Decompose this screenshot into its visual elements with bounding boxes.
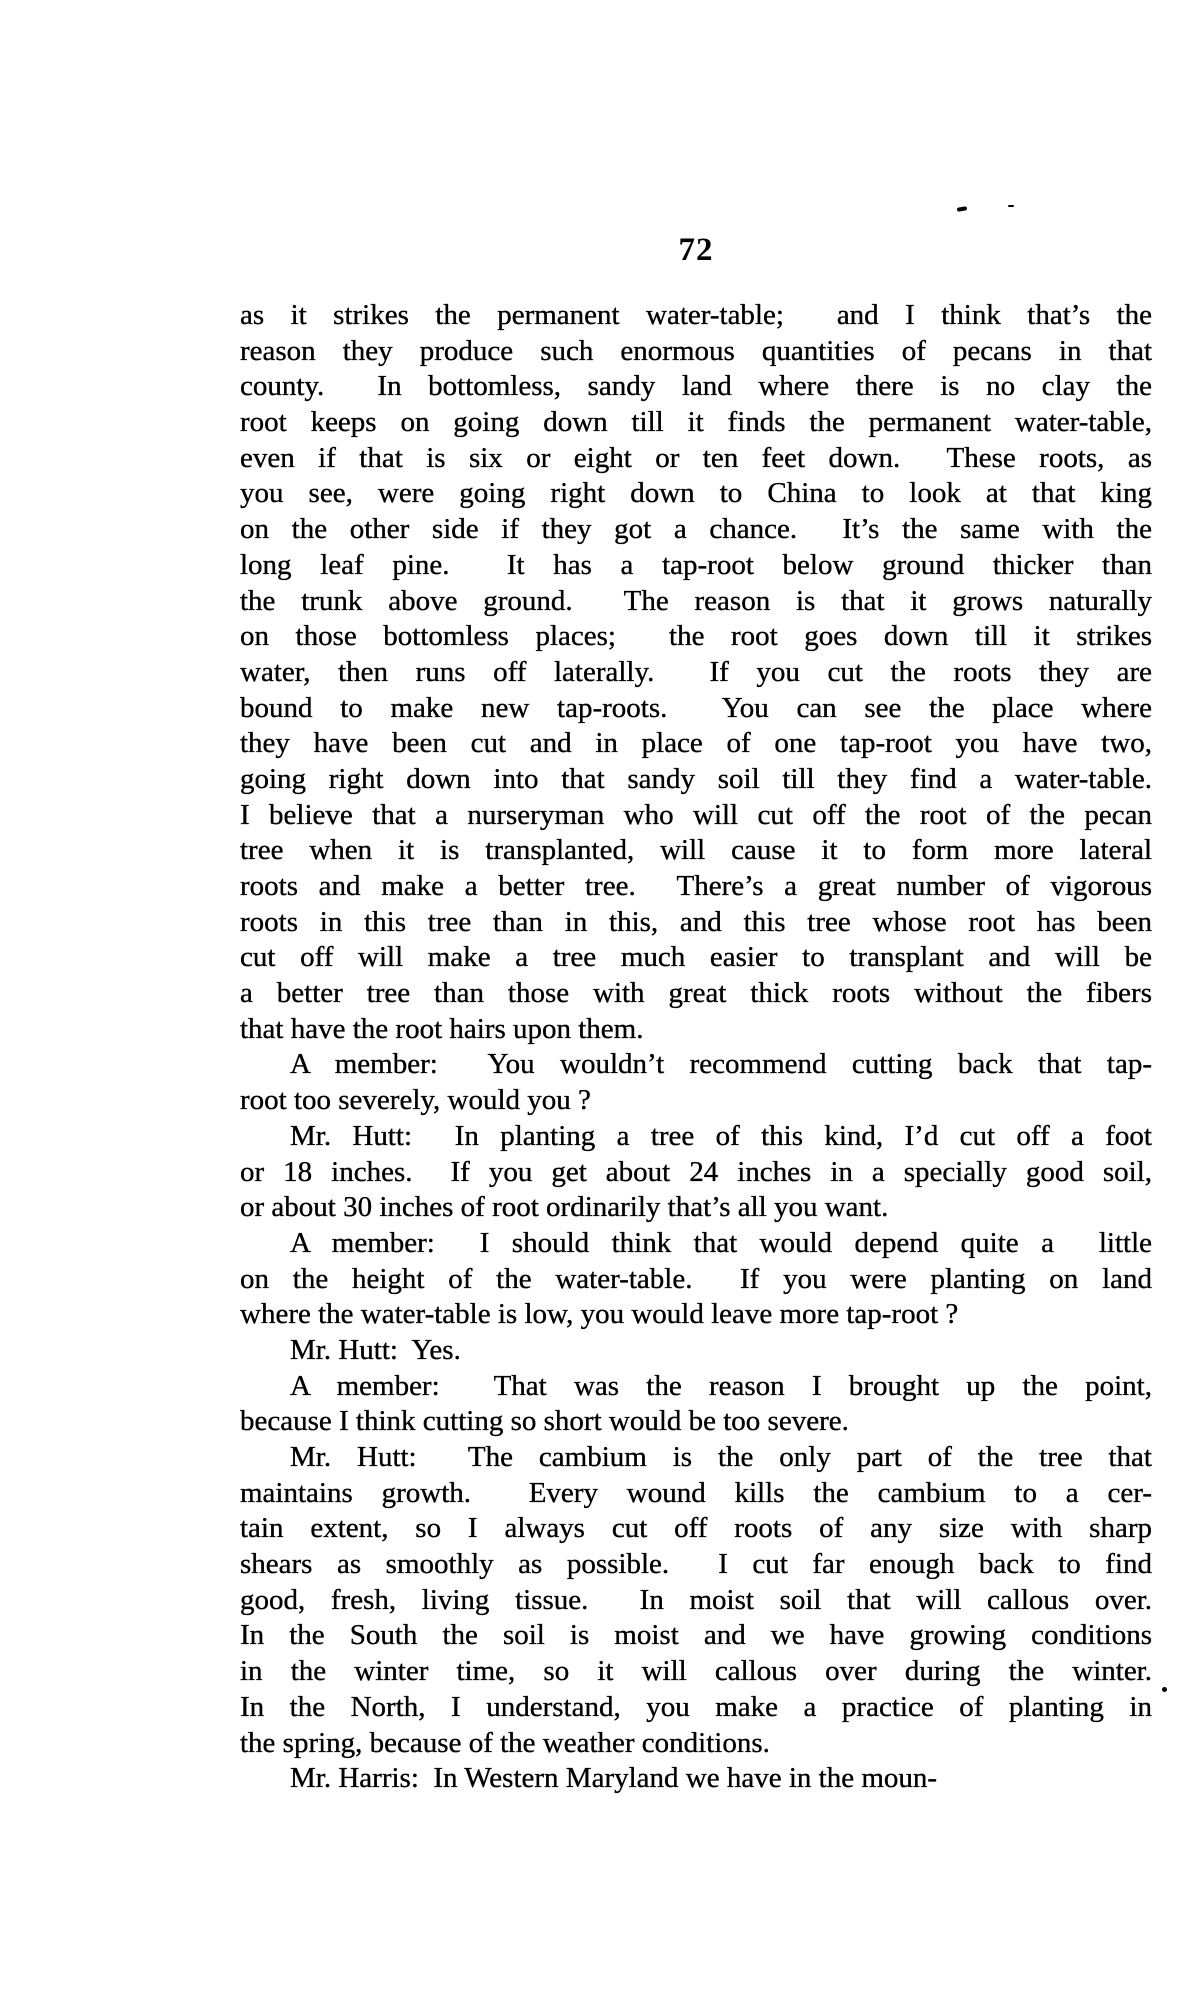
text-line: water, then runs off laterally. If you cut the roots they are <box>240 655 1152 688</box>
text-line: I believe that a nurseryman who will cut off the root of the pecan <box>240 798 1152 831</box>
text-line: you see, were going right down to China to look at that king <box>240 477 1152 510</box>
scan-artifact-dot-icon <box>1162 1687 1167 1692</box>
text-line: tree when it is transplanted, will cause it to form more lateral <box>240 834 1152 867</box>
text-line: bound to make new tap-roots. You can see the place where <box>240 691 1152 724</box>
text-line: a better tree than those with great thick roots without the fibers <box>240 977 1152 1010</box>
text-line: on the other side if they got a chance. It’s the same with the <box>240 513 1152 546</box>
scan-artifact-dash-icon <box>957 206 968 212</box>
text-line: maintains growth. Every wound kills the cambium to a cer- <box>240 1476 1152 1509</box>
text-line: In the North, I understand, you make a practice of planting in <box>240 1690 1152 1723</box>
text-line: Mr. Hutt: In planting a tree of this kind, I’d cut off a foot <box>290 1119 1152 1152</box>
text-line: In the South the soil is moist and we have growing conditions <box>240 1619 1152 1652</box>
text-line: root too severely, would you ? <box>240 1084 591 1117</box>
text-line: cut off will make a tree much easier to transplant and will be <box>240 941 1152 974</box>
text-line: going right down into that sandy soil till they find a water-table. <box>240 762 1152 795</box>
text-line: as it strikes the permanent water-table; and I think that’s the <box>240 299 1152 331</box>
page-text <box>240 298 1152 1797</box>
text-line: shears as smoothly as possible. I cut far enough back to find <box>240 1548 1152 1581</box>
text-line: or about 30 inches of root ordinarily that’s all you want. <box>240 1191 889 1224</box>
text-line: Mr. Hutt: Yes. <box>290 1333 461 1366</box>
text-line: roots and make a better tree. There’s a great number of vigorous <box>240 870 1152 902</box>
text-line: A member: That was the reason I brought up the point, <box>290 1369 1152 1402</box>
text-line: reason they produce such enormous quantities of pecans in that <box>240 334 1152 367</box>
text-line: long leaf pine. It has a tap-root below ground thicker than <box>240 548 1152 581</box>
text-line: on those bottomless places; the root goes down till it strikes <box>240 620 1152 653</box>
text-line: A member: You wouldn’t recommend cutting back that tap- <box>290 1048 1152 1081</box>
text-line: even if that is six or eight or ten feet down. These roots, as <box>240 441 1152 474</box>
text-line: the spring, because of the weather conditions. <box>240 1726 770 1759</box>
text-line: or 18 inches. If you get about 24 inches in a specially good soil, <box>240 1155 1152 1188</box>
text-line: county. In bottomless, sandy land where there is no clay the <box>240 370 1152 403</box>
text-line: in the winter time, so it will callous over during the winter. <box>240 1655 1152 1688</box>
text-line: because I think cutting so short would be too severe. <box>240 1405 849 1438</box>
text-line: the trunk above ground. The reason is that it grows naturally <box>240 584 1152 617</box>
text-line: they have been cut and in place of one tap-root you have two, <box>240 727 1152 760</box>
text-line: tain extent, so I always cut off roots of any size with sharp <box>240 1512 1152 1545</box>
text-line: root keeps on going down till it finds the permanent water-table, <box>240 406 1152 439</box>
text-line: Mr. Harris: In Western Maryland we have in the moun- <box>290 1762 938 1795</box>
scan-artifact-dash-icon <box>1008 205 1014 207</box>
text-line: where the water-table is low, you would leave more tap-root ? <box>240 1298 959 1331</box>
text-line: A member: I should think that would depend quite a little <box>290 1226 1152 1259</box>
text-line: roots in this tree than in this, and this tree whose root has been <box>240 905 1152 938</box>
text-line: Mr. Hutt: The cambium is the only part of the tree that <box>290 1441 1152 1473</box>
text-line: on the height of the water-table. If you were planting on land <box>240 1262 1152 1295</box>
page-number: 72 <box>678 232 714 268</box>
text-line: that have the root hairs upon them. <box>240 1012 644 1045</box>
text-line: good, fresh, living tissue. In moist soil that will callous over. <box>240 1583 1152 1616</box>
